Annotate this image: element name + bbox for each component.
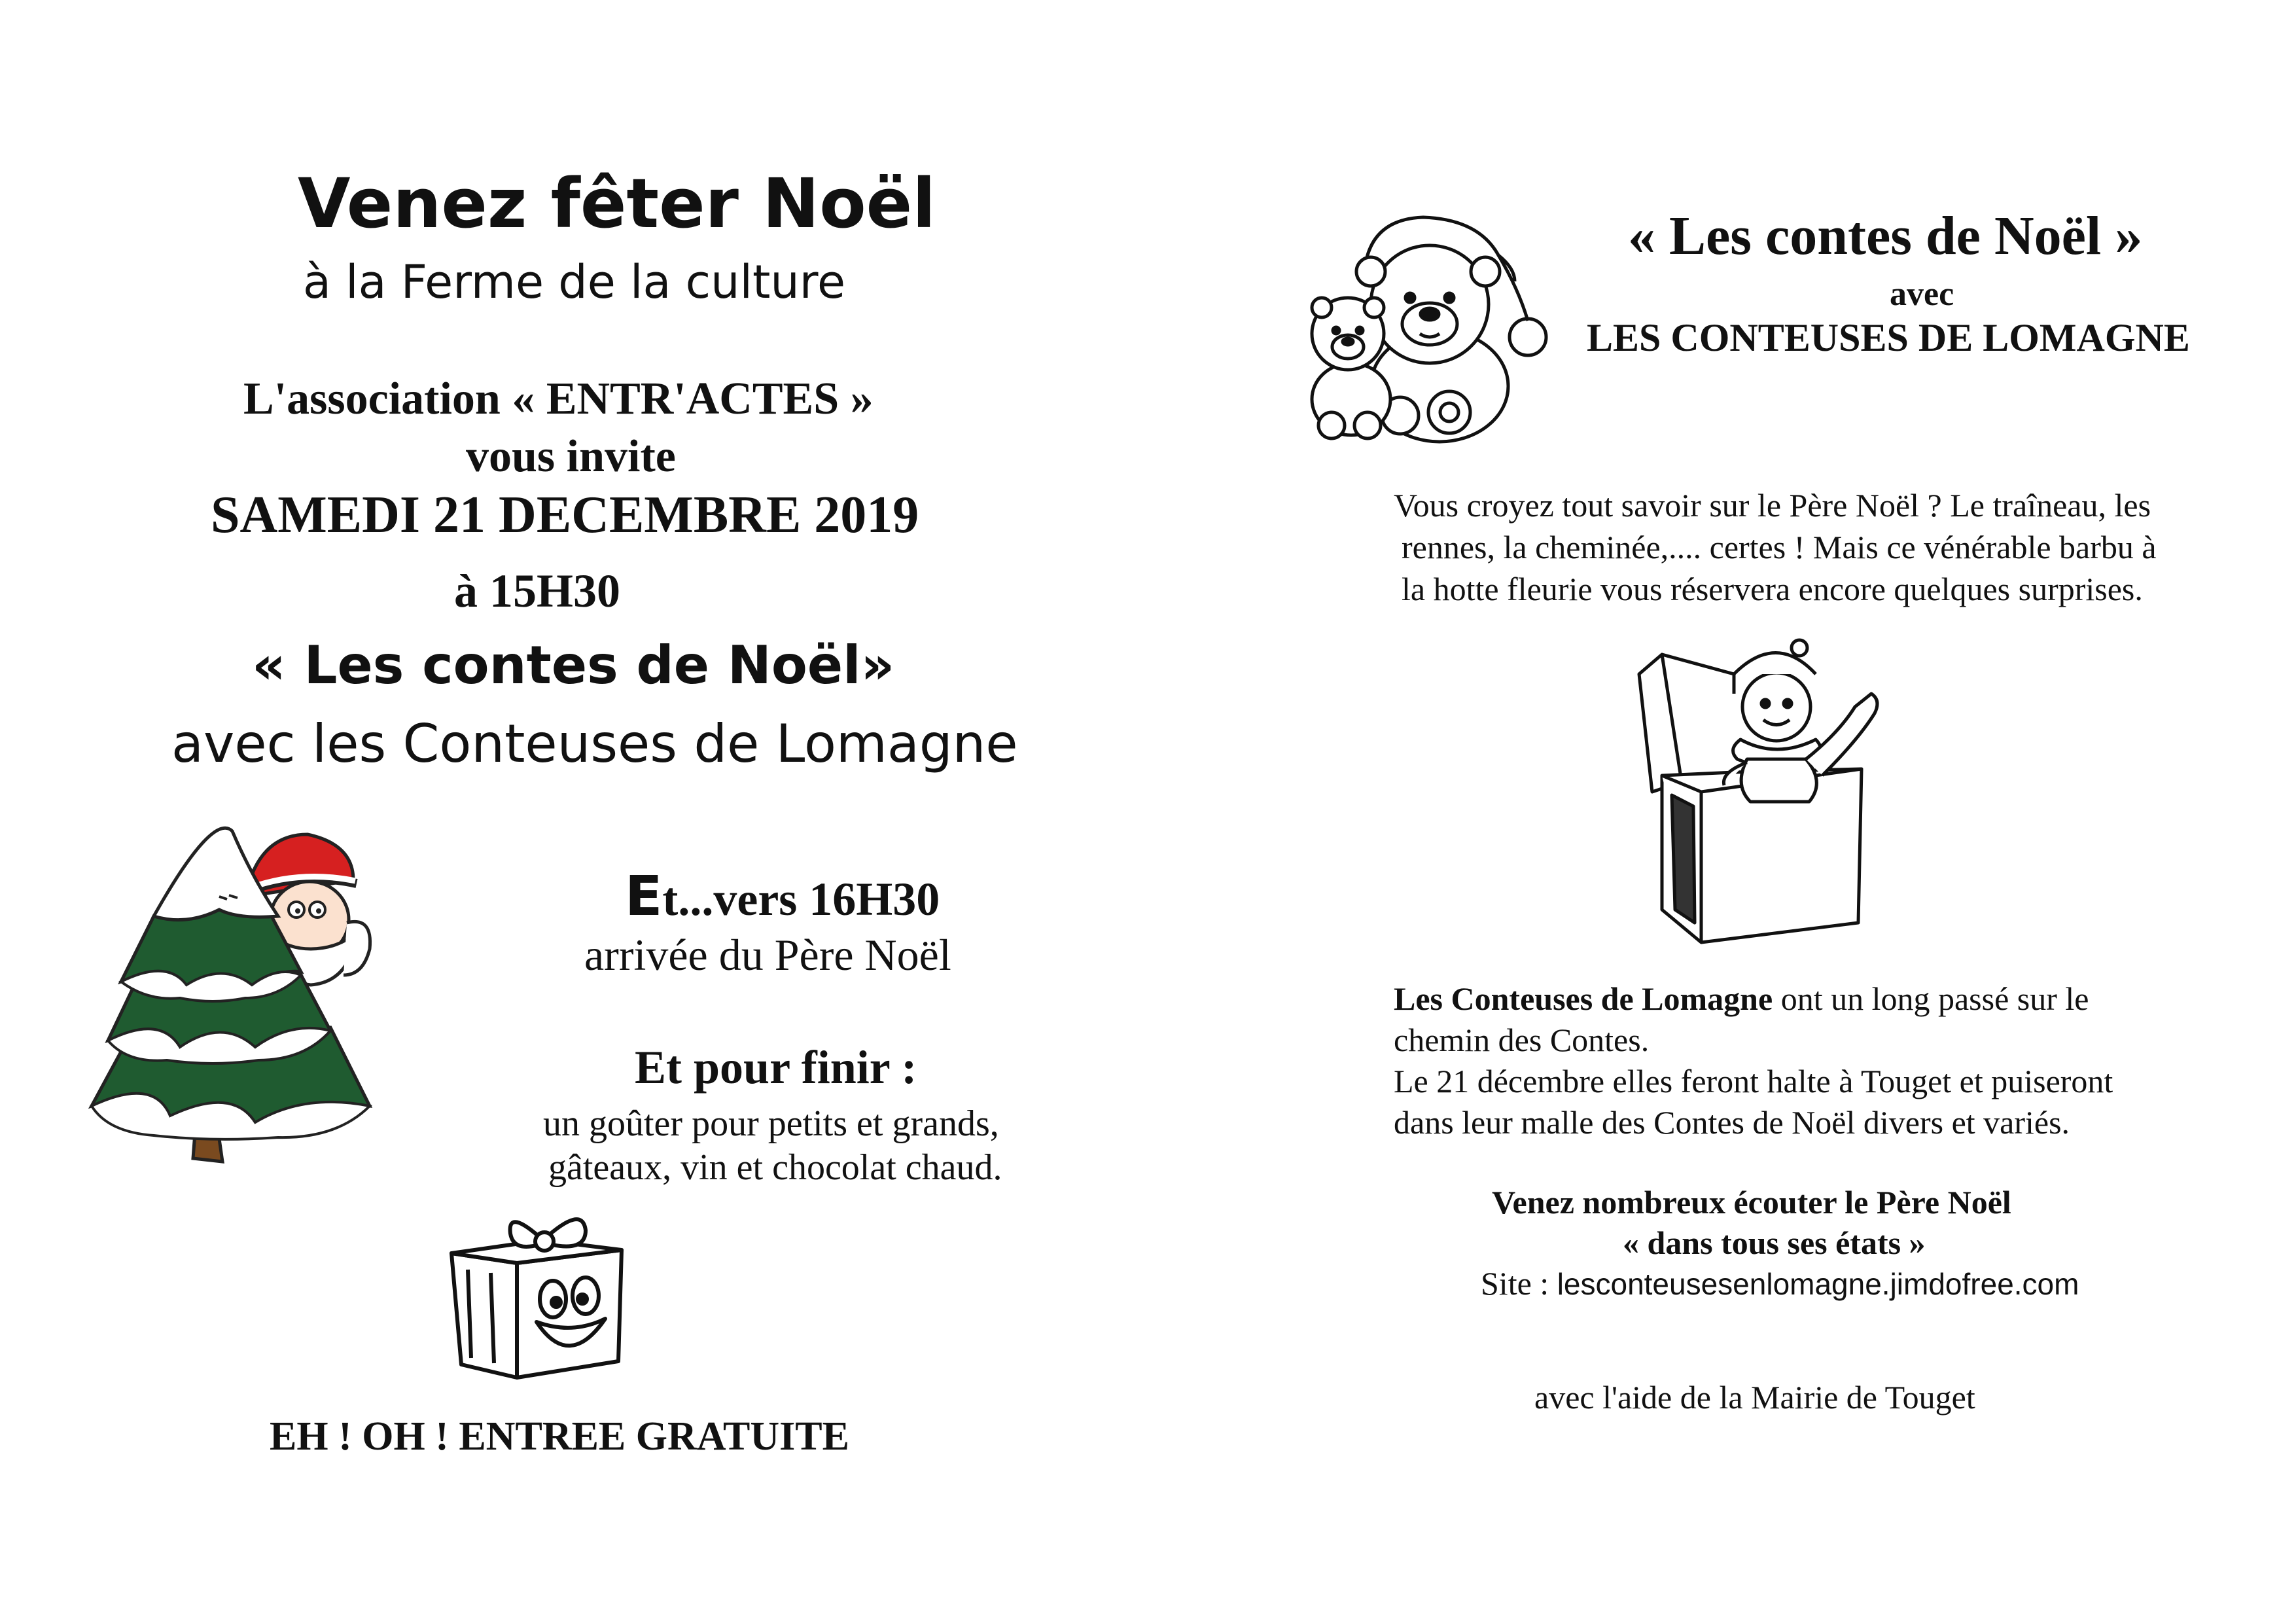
left-title: Venez fêter Noël [298,164,936,243]
finish-title: Et pour finir : [635,1041,917,1094]
event-date: SAMEDI 21 DECEMBRE 2019 [211,486,919,544]
entry-free: EH ! OH ! ENTREE GRATUITE [270,1414,849,1459]
site-label: Site : [1481,1265,1557,1302]
site-link[interactable]: lesconteusesenlomagne.jimdofree.com [1557,1267,2079,1301]
about-line-1-rest: ont un long passé sur le [1773,980,2089,1017]
about-line-4: dans leur malle des Contes de Noël divers et variés. [1394,1104,2070,1141]
left-subtitle: à la Ferme de la culture [303,255,846,309]
about-paragraph [1394,978,2113,1143]
santa-time [625,864,940,928]
about-line-3: Le 21 décembre elles feront halte à Touget et puiseront [1394,1063,2113,1099]
gift-box-icon [451,1219,622,1378]
about-line-2: chemin des Contes. [1394,1022,1650,1058]
about-group-name: Les Conteuses de Lomagne [1394,980,1773,1017]
intro-line-1: Vous croyez tout savoir sur le Père Noël ? Le traîneau, les [1394,487,2151,524]
event-time: à 15H30 [454,565,621,617]
santa-tree-illustration [82,818,396,1171]
intro-line-3: la hotte fleurie vous réservera encore quelques surprises. [1402,571,2143,607]
jack-in-the-box-icon [1639,640,1877,942]
intro-line-2: rennes, la cheminée,.... certes ! Mais ce vénérable barbu à [1402,529,2157,565]
right-group: LES CONTEUSES DE LOMAGNE [1587,316,2190,359]
santa-arrival: arrivée du Père Noël [584,930,951,980]
show-with: avec les Conteuses de Lomagne [171,713,1018,774]
gift-box-illustration [445,1214,641,1384]
teddy-bears-illustration [1302,209,1551,445]
finish-line-1: un goûter pour petits et grands, [543,1103,999,1144]
call-line-1: Venez nombreux écouter le Père Noël [1492,1184,2011,1221]
show-title: « Les contes de Noël» [252,635,895,696]
site-line [1481,1264,2079,1302]
call-line-2: « dans tous ses états » [1623,1224,1926,1261]
association-line: L'association « ENTR'ACTES » [243,374,874,424]
santa-time-text: t...vers 16H30 [662,873,940,925]
invite-line: vous invite [466,431,676,482]
right-with: avec [1890,276,1954,313]
finish-line-2: gâteaux, vin et chocolat chaud. [548,1147,1002,1188]
intro-paragraph [1394,484,2157,610]
santa-time-initial: E [625,864,663,928]
about-line-1 [1394,978,2113,1020]
support-line: avec l'aide de la Mairie de Touget [1534,1379,1975,1416]
jack-in-the-box-illustration [1636,635,1898,949]
right-title: « Les contes de Noël » [1628,205,2143,266]
